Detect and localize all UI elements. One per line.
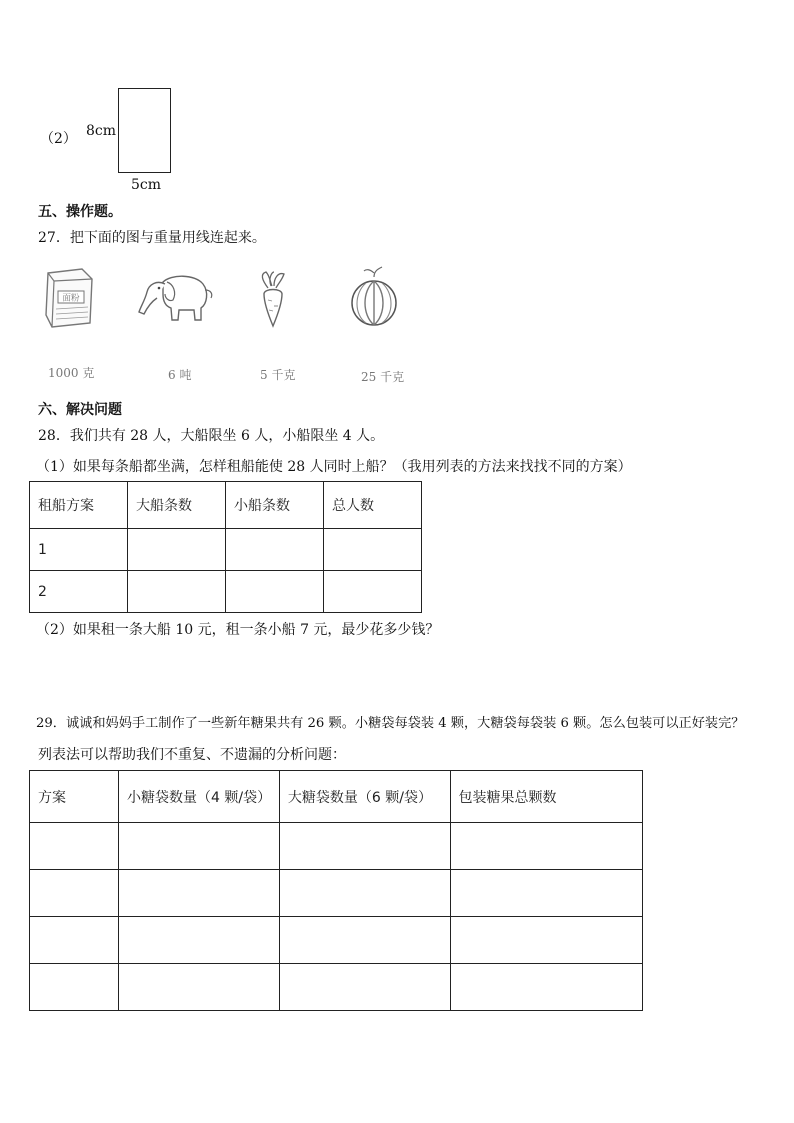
section-heading: 五、操作题。 <box>38 204 122 220</box>
table-cell <box>119 823 280 870</box>
weight-label-4: 25 千克 <box>361 370 405 384</box>
width-label: 5cm <box>131 177 162 193</box>
table-header-row <box>30 482 422 529</box>
hint-text: 列表法可以帮助我们不重复、不遗漏的分析问题： <box>38 747 346 763</box>
table-row <box>30 571 422 613</box>
table-header: 小糖袋数量（4 颗/袋） <box>119 771 280 823</box>
table-header: 总人数 <box>324 482 422 529</box>
table-cell <box>30 917 119 964</box>
table-row <box>30 964 643 1011</box>
table-cell <box>279 964 450 1011</box>
weight-label-2: 6 吨 <box>168 368 192 382</box>
question-text: 28．我们共有 28 人，大船限坐 6 人，小船限坐 4 人。 <box>38 428 385 444</box>
table-cell <box>119 870 280 917</box>
table-cell <box>450 964 642 1011</box>
table-row <box>30 823 643 870</box>
weight-label-1: 1000 克 <box>48 366 95 380</box>
section-heading: 六、解决问题 <box>38 402 122 418</box>
table-cell <box>279 870 450 917</box>
table-cell <box>30 870 119 917</box>
boat-plan-table <box>29 481 422 613</box>
table-cell <box>30 823 119 870</box>
radish-icon <box>250 268 296 330</box>
table-cell <box>119 964 280 1011</box>
rectangle-figure <box>118 88 171 173</box>
weight-label-3: 5 千克 <box>260 368 296 382</box>
table-row <box>30 917 643 964</box>
table-cell <box>450 823 642 870</box>
table-header: 方案 <box>30 771 119 823</box>
table-cell <box>324 529 422 571</box>
question-text: 29．诚诚和妈妈手工制作了一些新年糖果共有 26 颗。小糖袋每袋装 4 颗，大糖袋每袋装 6 颗。怎么包装可以正好装完？ <box>36 716 745 731</box>
table-cell <box>128 571 226 613</box>
table-header: 包装糖果总颗数 <box>450 771 642 823</box>
table-header: 大糖袋数量（6 颗/袋） <box>279 771 450 823</box>
question-part-text: （1）如果每条船都坐满，怎样租船能使 28 人同时上船？（我用列表的方法来找找不同的方案） <box>36 459 632 475</box>
watermelon-icon <box>348 265 400 330</box>
table-cell <box>450 870 642 917</box>
table-header: 大船条数 <box>128 482 226 529</box>
question-part-text: （2）如果租一条大船 10 元，租一条小船 7 元，最少花多少钱？ <box>36 622 440 638</box>
table-row <box>30 529 422 571</box>
flour-bag-icon <box>38 265 98 330</box>
candy-plan-table <box>29 770 643 1011</box>
table-header: 租船方案 <box>30 482 128 529</box>
table-cell <box>128 529 226 571</box>
table-cell: 1 <box>30 529 128 571</box>
table-cell <box>279 823 450 870</box>
table-cell <box>119 917 280 964</box>
flour-bag-text: 面粉 <box>62 293 80 304</box>
table-cell <box>226 571 324 613</box>
table-cell: 2 <box>30 571 128 613</box>
table-cell <box>279 917 450 964</box>
table-cell <box>450 917 642 964</box>
table-row <box>30 870 643 917</box>
part-label: （2） <box>40 131 77 147</box>
question-text: 27．把下面的图与重量用线连起来。 <box>38 230 266 246</box>
table-cell <box>324 571 422 613</box>
table-cell <box>226 529 324 571</box>
table-header-row <box>30 771 643 823</box>
height-label: 8cm <box>86 123 117 139</box>
table-header: 小船条数 <box>226 482 324 529</box>
table-cell <box>30 964 119 1011</box>
elephant-icon <box>135 268 215 326</box>
